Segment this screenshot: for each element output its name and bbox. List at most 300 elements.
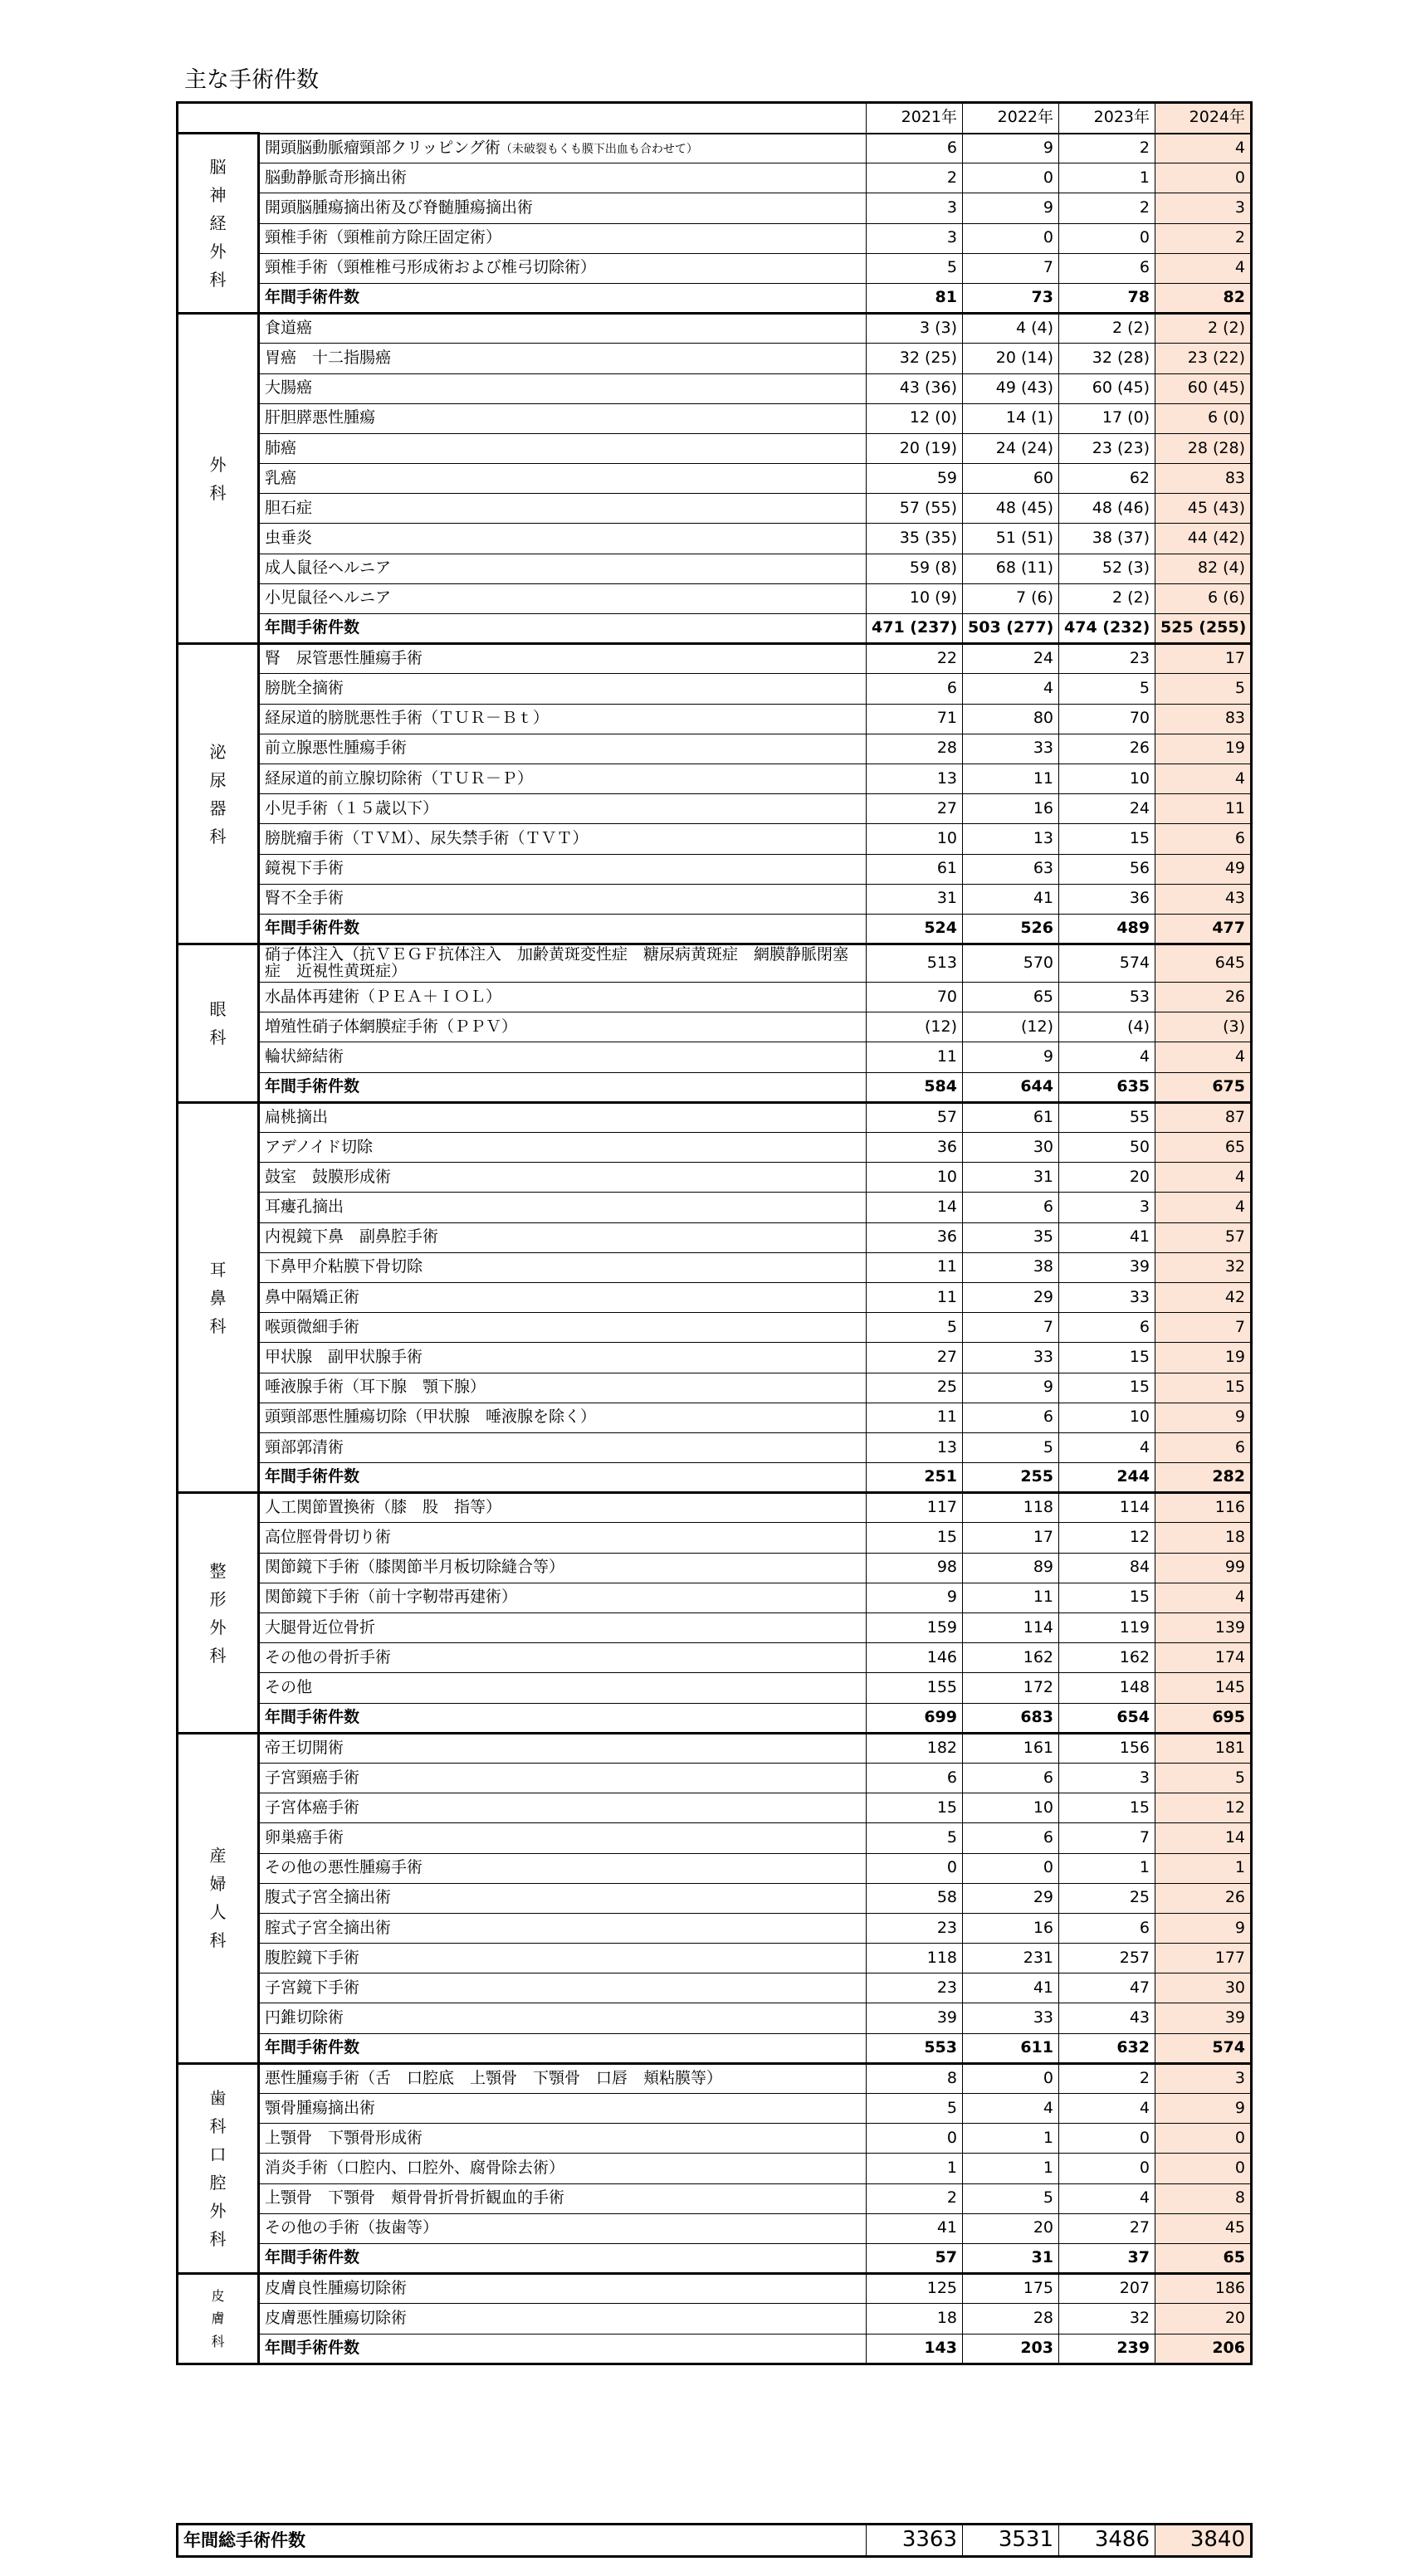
total-cell: 524 bbox=[867, 914, 963, 944]
table-row bbox=[178, 253, 1252, 283]
count-cell: 162 bbox=[963, 1643, 1059, 1673]
count-cell: 39 bbox=[1155, 2003, 1252, 2033]
procedure-label: 耳瘻孔摘出 bbox=[265, 1198, 344, 1216]
count-cell: 0 bbox=[1059, 2154, 1155, 2183]
count-cell: 177 bbox=[1155, 1944, 1252, 1973]
count-cell: 11 bbox=[867, 1282, 963, 1312]
count-cell: 118 bbox=[963, 1493, 1059, 1523]
count-cell: 68 (11) bbox=[963, 554, 1059, 583]
procedure-name bbox=[259, 344, 867, 373]
procedure-label: 腎不全手術 bbox=[265, 889, 344, 908]
procedure-name bbox=[259, 1222, 867, 1252]
procedure-label: 大腸癌 bbox=[265, 378, 313, 398]
year-header: 2021年 bbox=[867, 103, 963, 134]
table-row bbox=[178, 794, 1252, 824]
procedure-name bbox=[259, 1613, 867, 1643]
procedure-name bbox=[259, 1343, 867, 1373]
procedure-label: 開頭脳動脈瘤頸部クリッピング術 bbox=[265, 138, 501, 157]
count-cell: 11 bbox=[867, 1042, 963, 1072]
count-cell: 23 bbox=[867, 1973, 963, 2003]
table-row bbox=[178, 854, 1252, 884]
grand-total-table bbox=[176, 2523, 1253, 2558]
total-cell: 81 bbox=[867, 283, 963, 313]
procedure-name bbox=[259, 433, 867, 463]
total-cell: 239 bbox=[1059, 2334, 1155, 2364]
procedure-name bbox=[259, 554, 867, 583]
procedure-name bbox=[259, 2154, 867, 2183]
count-cell: 84 bbox=[1059, 1553, 1155, 1583]
table-row bbox=[178, 1012, 1252, 1042]
count-cell: 48 (46) bbox=[1059, 494, 1155, 524]
count-cell: 10 bbox=[867, 824, 963, 854]
total-label: 年間手術件数 bbox=[259, 2243, 867, 2273]
table-row bbox=[178, 494, 1252, 524]
procedure-name bbox=[259, 1133, 867, 1163]
procedure-label: 頸椎手術（頸椎前方除圧固定術） bbox=[265, 228, 502, 247]
count-cell: 6 bbox=[1155, 1432, 1252, 1462]
count-cell: (12) bbox=[867, 1012, 963, 1042]
total-label: 年間手術件数 bbox=[259, 1072, 867, 1102]
count-cell: 1 bbox=[1059, 163, 1155, 193]
total-cell: 584 bbox=[867, 1072, 963, 1102]
count-cell: 36 bbox=[867, 1133, 963, 1163]
department-cell bbox=[178, 2274, 259, 2364]
count-cell: 4 bbox=[1155, 1583, 1252, 1612]
count-cell: 60 (45) bbox=[1059, 373, 1155, 403]
count-cell: 23 (22) bbox=[1155, 344, 1252, 373]
total-cell: 553 bbox=[867, 2033, 963, 2063]
count-cell: 24 bbox=[963, 644, 1059, 674]
count-cell: 0 bbox=[963, 163, 1059, 193]
count-cell: 645 bbox=[1155, 944, 1252, 983]
count-cell: 1 bbox=[963, 2124, 1059, 2154]
count-cell: 20 bbox=[963, 2213, 1059, 2243]
total-cell: 611 bbox=[963, 2033, 1059, 2063]
count-cell: 23 bbox=[1059, 644, 1155, 674]
count-cell: 65 bbox=[963, 983, 1059, 1012]
procedure-label: その他の骨折手術 bbox=[265, 1647, 392, 1666]
count-cell: 38 bbox=[963, 1252, 1059, 1282]
count-cell: 17 bbox=[1155, 644, 1252, 674]
count-cell: 61 bbox=[867, 854, 963, 884]
header-row bbox=[178, 103, 1252, 134]
procedure-name bbox=[259, 824, 867, 854]
count-cell: 26 bbox=[1155, 983, 1252, 1012]
total-label: 年間手術件数 bbox=[259, 914, 867, 944]
year-header: 2022年 bbox=[963, 103, 1059, 134]
count-cell: 8 bbox=[1155, 2183, 1252, 2213]
table-row bbox=[178, 2003, 1252, 2033]
procedure-name bbox=[259, 1973, 867, 2003]
count-cell: 25 bbox=[867, 1373, 963, 1403]
table-row bbox=[178, 1613, 1252, 1643]
count-cell: 60 bbox=[963, 464, 1059, 494]
table-row bbox=[178, 344, 1252, 373]
count-cell: 4 bbox=[1155, 134, 1252, 163]
department-cell bbox=[178, 314, 259, 644]
count-cell: 5 bbox=[963, 1432, 1059, 1462]
count-cell: 181 bbox=[1155, 1733, 1252, 1763]
table-row bbox=[178, 764, 1252, 793]
department-total-row bbox=[178, 2033, 1252, 2063]
count-cell: 0 bbox=[867, 1853, 963, 1883]
count-cell: 33 bbox=[963, 734, 1059, 764]
count-cell: 41 bbox=[867, 2213, 963, 2243]
table-row bbox=[178, 433, 1252, 463]
count-cell: 19 bbox=[1155, 734, 1252, 764]
total-cell: 695 bbox=[1155, 1703, 1252, 1733]
count-cell: 4 bbox=[1059, 1432, 1155, 1462]
count-cell: 19 bbox=[1155, 1343, 1252, 1373]
year-header: 2023年 bbox=[1059, 103, 1155, 134]
count-cell: 56 bbox=[1059, 854, 1155, 884]
table-row bbox=[178, 1252, 1252, 1282]
procedure-name bbox=[259, 1042, 867, 1072]
count-cell: 11 bbox=[1155, 794, 1252, 824]
count-cell: 4 bbox=[1155, 1193, 1252, 1222]
procedure-label: 腹式子宮全摘出術 bbox=[265, 1888, 392, 1907]
table-row bbox=[178, 1403, 1252, 1432]
count-cell: 6 bbox=[963, 1823, 1059, 1853]
procedure-label: 顎骨腫瘍摘出術 bbox=[265, 2098, 376, 2117]
count-cell: 6 bbox=[1059, 253, 1155, 283]
count-cell: 41 bbox=[1059, 1222, 1155, 1252]
count-cell: 9 bbox=[1155, 1403, 1252, 1432]
count-cell: 182 bbox=[867, 1733, 963, 1763]
count-cell: 11 bbox=[867, 1252, 963, 1282]
total-cell: 526 bbox=[963, 914, 1059, 944]
count-cell: 145 bbox=[1155, 1673, 1252, 1703]
count-cell: 2 bbox=[1059, 193, 1155, 223]
count-cell: 33 bbox=[963, 2003, 1059, 2033]
count-cell: 117 bbox=[867, 1493, 963, 1523]
count-cell: 13 bbox=[867, 1432, 963, 1462]
procedure-label: 腹腔鏡下手術 bbox=[265, 1948, 360, 1967]
table-row bbox=[178, 223, 1252, 253]
procedure-note: （未破裂もくも膜下出血も合わせて） bbox=[500, 142, 698, 156]
count-cell: 4 bbox=[1059, 1042, 1155, 1072]
procedure-label: アデノイド切除 bbox=[265, 1137, 373, 1156]
grand-total-label: 年間総手術件数 bbox=[178, 2525, 867, 2557]
count-cell: 3 bbox=[1155, 193, 1252, 223]
table-row bbox=[178, 1222, 1252, 1252]
procedure-name bbox=[259, 223, 867, 253]
count-cell: 51 (51) bbox=[963, 524, 1059, 554]
procedure-name bbox=[259, 674, 867, 704]
table-row bbox=[178, 1343, 1252, 1373]
table-row bbox=[178, 1643, 1252, 1673]
procedure-name bbox=[259, 1163, 867, 1193]
procedure-name bbox=[259, 1733, 867, 1763]
total-cell: 65 bbox=[1155, 2243, 1252, 2273]
count-cell: 47 bbox=[1059, 1973, 1155, 2003]
count-cell: 148 bbox=[1059, 1673, 1155, 1703]
count-cell: 162 bbox=[1059, 1643, 1155, 1673]
count-cell: 60 (45) bbox=[1155, 373, 1252, 403]
count-cell: (4) bbox=[1059, 1012, 1155, 1042]
total-cell: 82 bbox=[1155, 283, 1252, 313]
count-cell: 57 bbox=[1155, 1222, 1252, 1252]
department-name: 耳鼻科 bbox=[209, 1259, 227, 1336]
table-row bbox=[178, 1282, 1252, 1312]
procedure-label: 上顎骨 下顎骨形成術 bbox=[265, 2128, 423, 2147]
count-cell: 57 (55) bbox=[867, 494, 963, 524]
count-cell: 10 bbox=[1059, 1403, 1155, 1432]
count-cell: 89 bbox=[963, 1553, 1059, 1583]
procedure-name bbox=[259, 1793, 867, 1823]
count-cell: (12) bbox=[963, 1012, 1059, 1042]
count-cell: 27 bbox=[867, 794, 963, 824]
procedure-name bbox=[259, 1193, 867, 1222]
count-cell: 513 bbox=[867, 944, 963, 983]
total-label: 年間手術件数 bbox=[259, 1463, 867, 1493]
procedure-name bbox=[259, 1823, 867, 1853]
procedure-label: 鏡視下手術 bbox=[265, 859, 344, 878]
table-row bbox=[178, 1973, 1252, 2003]
count-cell: 172 bbox=[963, 1673, 1059, 1703]
department-cell bbox=[178, 1493, 259, 1734]
total-label: 年間手術件数 bbox=[259, 2033, 867, 2063]
count-cell: 55 bbox=[1059, 1102, 1155, 1132]
table-row bbox=[178, 1313, 1252, 1343]
procedure-name bbox=[259, 1853, 867, 1883]
procedure-name bbox=[259, 1282, 867, 1312]
table-row bbox=[178, 1373, 1252, 1403]
count-cell: 2 (2) bbox=[1059, 583, 1155, 613]
count-cell: 29 bbox=[963, 1883, 1059, 1913]
count-cell: 3 bbox=[1059, 1193, 1155, 1222]
procedure-name bbox=[259, 1523, 867, 1553]
procedure-label: 子宮鏡下手術 bbox=[265, 1978, 360, 1997]
count-cell: 82 (4) bbox=[1155, 554, 1252, 583]
table-row bbox=[178, 1553, 1252, 1583]
table-row bbox=[178, 884, 1252, 914]
count-cell: 83 bbox=[1155, 464, 1252, 494]
count-cell: 11 bbox=[963, 764, 1059, 793]
procedure-label: 小児鼠径ヘルニア bbox=[265, 588, 392, 607]
department-total-row bbox=[178, 1072, 1252, 1102]
procedure-label: 扁桃摘出 bbox=[265, 1107, 329, 1126]
procedure-label: 卵巣癌手術 bbox=[265, 1827, 344, 1847]
total-label: 年間手術件数 bbox=[259, 1703, 867, 1733]
total-cell: 644 bbox=[963, 1072, 1059, 1102]
count-cell: 15 bbox=[1059, 824, 1155, 854]
table-row bbox=[178, 1523, 1252, 1553]
count-cell: 45 (43) bbox=[1155, 494, 1252, 524]
procedure-name bbox=[259, 1673, 867, 1703]
total-cell: 37 bbox=[1059, 2243, 1155, 2273]
count-cell: 7 bbox=[963, 1313, 1059, 1343]
department-total-row bbox=[178, 614, 1252, 644]
procedure-label: 開頭脳腫瘍摘出術及び脊髄腫瘍摘出術 bbox=[265, 198, 534, 217]
count-cell: 6 bbox=[1059, 1313, 1155, 1343]
count-cell: 114 bbox=[1059, 1493, 1155, 1523]
count-cell: 26 bbox=[1059, 734, 1155, 764]
count-cell: 32 (28) bbox=[1059, 344, 1155, 373]
count-cell: 114 bbox=[963, 1613, 1059, 1643]
count-cell: 4 bbox=[963, 2094, 1059, 2124]
procedure-name bbox=[259, 764, 867, 793]
grand-total-row bbox=[178, 2525, 1252, 2557]
count-cell: 87 bbox=[1155, 1102, 1252, 1132]
procedure-label: 水晶体再建術（ＰＥＡ＋ＩＯＬ） bbox=[265, 987, 502, 1006]
table-row bbox=[178, 1673, 1252, 1703]
count-cell: 6 (0) bbox=[1155, 403, 1252, 433]
total-cell: 251 bbox=[867, 1463, 963, 1493]
count-cell: 3 bbox=[867, 223, 963, 253]
table-row bbox=[178, 644, 1252, 674]
count-cell: 28 (28) bbox=[1155, 433, 1252, 463]
count-cell: 2 bbox=[1059, 134, 1155, 163]
count-cell: (3) bbox=[1155, 1012, 1252, 1042]
procedure-label: 輪状締結術 bbox=[265, 1047, 344, 1066]
count-cell: 5 bbox=[867, 1823, 963, 1853]
count-cell: 30 bbox=[1155, 1973, 1252, 2003]
count-cell: 32 bbox=[1155, 1252, 1252, 1282]
procedure-name bbox=[259, 1373, 867, 1403]
table-row bbox=[178, 2213, 1252, 2243]
procedure-name bbox=[259, 734, 867, 764]
count-cell: 6 bbox=[1155, 824, 1252, 854]
count-cell: 18 bbox=[1155, 1523, 1252, 1553]
department-name: 整形外科 bbox=[209, 1560, 227, 1666]
department-name: 産婦人科 bbox=[209, 1846, 227, 1951]
count-cell: 5 bbox=[1059, 674, 1155, 704]
procedure-name bbox=[259, 163, 867, 193]
count-cell: 16 bbox=[963, 1913, 1059, 1943]
procedure-name bbox=[259, 1913, 867, 1943]
total-cell: 282 bbox=[1155, 1463, 1252, 1493]
count-cell: 116 bbox=[1155, 1493, 1252, 1523]
total-cell: 525 (255) bbox=[1155, 614, 1252, 644]
count-cell: 29 bbox=[963, 1282, 1059, 1312]
table-row bbox=[178, 583, 1252, 613]
department-name: 泌尿器科 bbox=[209, 741, 227, 846]
count-cell: 139 bbox=[1155, 1613, 1252, 1643]
table-row bbox=[178, 1102, 1252, 1132]
count-cell: 15 bbox=[867, 1523, 963, 1553]
count-cell: 58 bbox=[867, 1883, 963, 1913]
procedure-name bbox=[259, 1583, 867, 1612]
count-cell: 63 bbox=[963, 854, 1059, 884]
page-title: 主な手術件数 bbox=[184, 67, 319, 93]
year-header: 2024年 bbox=[1155, 103, 1252, 134]
count-cell: 33 bbox=[1059, 1282, 1155, 1312]
total-cell: 31 bbox=[963, 2243, 1059, 2273]
count-cell: 2 bbox=[867, 2183, 963, 2213]
table-row bbox=[178, 1823, 1252, 1853]
procedure-label: 皮膚良性腫瘍切除術 bbox=[265, 2279, 408, 2298]
table-row bbox=[178, 314, 1252, 344]
procedure-label: 喉頭微細手術 bbox=[265, 1317, 360, 1336]
procedure-name bbox=[259, 314, 867, 344]
procedure-label: 前立腺悪性腫瘍手術 bbox=[265, 739, 408, 758]
procedure-name bbox=[259, 403, 867, 433]
count-cell: 32 bbox=[1059, 2304, 1155, 2334]
count-cell: 12 bbox=[1155, 1793, 1252, 1823]
count-cell: 28 bbox=[963, 2304, 1059, 2334]
count-cell: 39 bbox=[867, 2003, 963, 2033]
count-cell: 52 (3) bbox=[1059, 554, 1155, 583]
count-cell: 13 bbox=[867, 764, 963, 793]
count-cell: 14 bbox=[1155, 1823, 1252, 1853]
department-total-row bbox=[178, 2334, 1252, 2364]
procedure-label: 関節鏡下手術（前十字靭帯再建術） bbox=[265, 1588, 518, 1607]
department-name: 外科 bbox=[209, 454, 227, 503]
table-row bbox=[178, 1133, 1252, 1163]
department-name: 歯科口腔外科 bbox=[209, 2087, 227, 2249]
count-cell: 7 (6) bbox=[963, 583, 1059, 613]
count-cell: 5 bbox=[963, 2183, 1059, 2213]
table-row bbox=[178, 1763, 1252, 1793]
count-cell: 6 bbox=[963, 1193, 1059, 1222]
count-cell: 7 bbox=[963, 253, 1059, 283]
count-cell: 9 bbox=[963, 193, 1059, 223]
procedure-name bbox=[259, 583, 867, 613]
count-cell: 6 bbox=[1059, 1913, 1155, 1943]
procedure-label: 内視鏡下鼻 副鼻腔手術 bbox=[265, 1227, 439, 1247]
count-cell: 25 bbox=[1059, 1883, 1155, 1913]
count-cell: 15 bbox=[1155, 1373, 1252, 1403]
procedure-label: 子宮体癌手術 bbox=[265, 1798, 360, 1817]
table-row bbox=[178, 1733, 1252, 1763]
count-cell: 11 bbox=[867, 1403, 963, 1432]
total-cell: 477 bbox=[1155, 914, 1252, 944]
header-corner bbox=[178, 103, 867, 134]
total-cell: 143 bbox=[867, 2334, 963, 2364]
count-cell: 5 bbox=[867, 2094, 963, 2124]
total-label: 年間手術件数 bbox=[259, 283, 867, 313]
count-cell: 1 bbox=[963, 2154, 1059, 2183]
count-cell: 2 (2) bbox=[1059, 314, 1155, 344]
count-cell: 5 bbox=[867, 1313, 963, 1343]
count-cell: 3 bbox=[867, 193, 963, 223]
procedure-label: 皮膚悪性腫瘍切除術 bbox=[265, 2308, 408, 2327]
table-row bbox=[178, 2063, 1252, 2093]
count-cell: 20 bbox=[1155, 2304, 1252, 2334]
procedure-name bbox=[259, 1432, 867, 1462]
count-cell: 4 (4) bbox=[963, 314, 1059, 344]
count-cell: 27 bbox=[1059, 2213, 1155, 2243]
count-cell: 39 bbox=[1059, 1252, 1155, 1282]
total-label: 年間手術件数 bbox=[259, 614, 867, 644]
table-row bbox=[178, 464, 1252, 494]
count-cell: 118 bbox=[867, 1944, 963, 1973]
count-cell: 15 bbox=[1059, 1343, 1155, 1373]
table-row bbox=[178, 1493, 1252, 1523]
count-cell: 10 (9) bbox=[867, 583, 963, 613]
procedure-label: 甲状腺 副甲状腺手術 bbox=[265, 1347, 423, 1366]
table-row bbox=[178, 2094, 1252, 2124]
count-cell: 10 bbox=[867, 1163, 963, 1193]
count-cell: 155 bbox=[867, 1673, 963, 1703]
count-cell: 10 bbox=[1059, 764, 1155, 793]
count-cell: 41 bbox=[963, 1973, 1059, 2003]
table-row bbox=[178, 1583, 1252, 1612]
count-cell: 7 bbox=[1155, 1313, 1252, 1343]
count-cell: 17 bbox=[963, 1523, 1059, 1553]
count-cell: 156 bbox=[1059, 1733, 1155, 1763]
count-cell: 0 bbox=[1155, 163, 1252, 193]
surgery-count-table bbox=[176, 101, 1253, 2365]
count-cell: 12 (0) bbox=[867, 403, 963, 433]
count-cell: 0 bbox=[1155, 2124, 1252, 2154]
count-cell: 1 bbox=[1059, 1853, 1155, 1883]
procedure-name bbox=[259, 1493, 867, 1523]
table-row bbox=[178, 704, 1252, 734]
table-row bbox=[178, 1432, 1252, 1462]
count-cell: 49 (43) bbox=[963, 373, 1059, 403]
